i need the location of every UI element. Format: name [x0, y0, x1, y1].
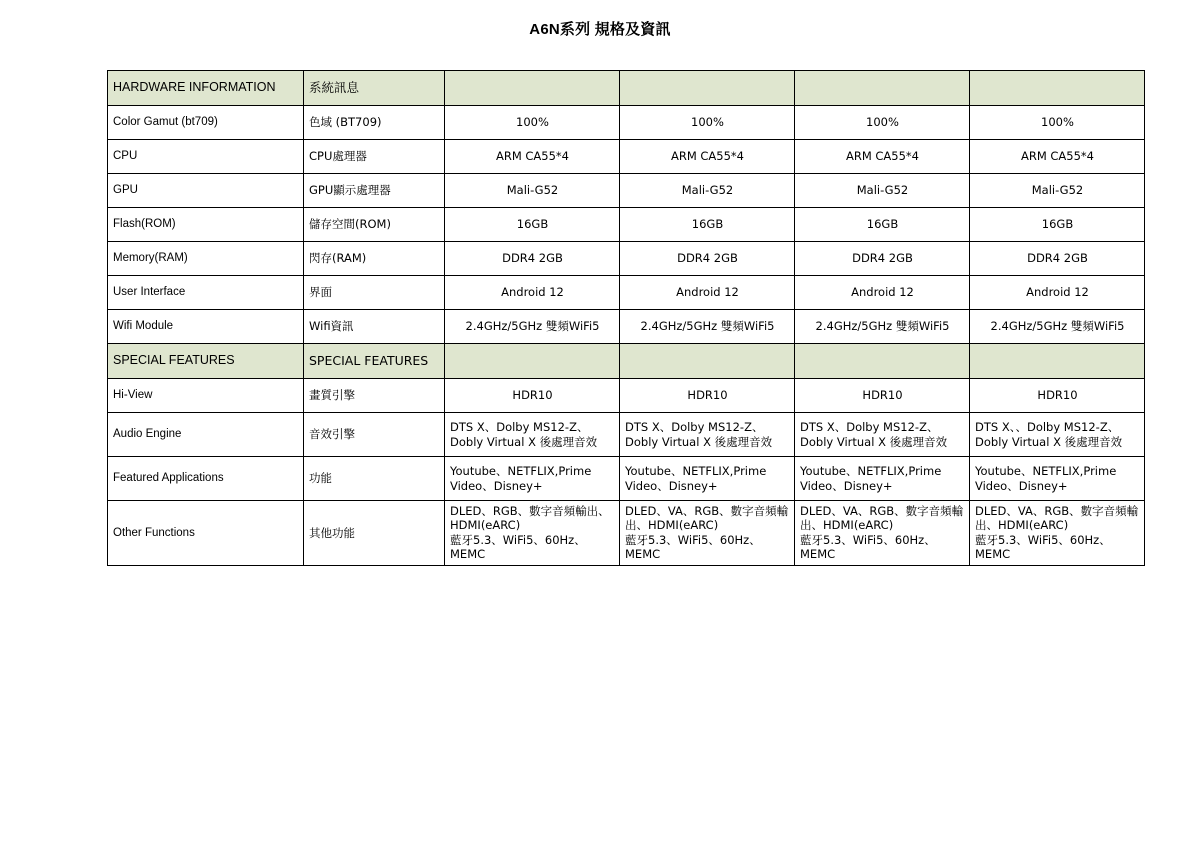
spec-value-2: ARM CA55*4: [620, 140, 795, 174]
spec-value-1: 2.4GHz/5GHz 雙頻WiFi5: [445, 310, 620, 344]
spec-value-1: Youtube、NETFLIX,Prime Video、Disney+: [445, 457, 620, 501]
section-header-zh: 系統訊息: [304, 71, 445, 106]
spec-value-2: Mali-G52: [620, 174, 795, 208]
spec-label-en: Color Gamut (bt709): [108, 106, 304, 140]
spec-label-zh: 儲存空間(ROM): [304, 208, 445, 242]
spec-value-1: 100%: [445, 106, 620, 140]
spec-label-en: Featured Applications: [108, 457, 304, 501]
spec-value-4: ARM CA55*4: [970, 140, 1145, 174]
table-row: [108, 106, 1145, 140]
spec-value-3: DDR4 2GB: [795, 242, 970, 276]
spec-value-4: DLED、VA、RGB、數字音頻輸出、HDMI(eARC) 藍牙5.3、WiFi5、60Hz、MEMC: [970, 501, 1145, 566]
spec-label-en: CPU: [108, 140, 304, 174]
spec-value-1: 16GB: [445, 208, 620, 242]
section-header-en: SPECIAL FEATURES: [108, 344, 304, 379]
spec-value-3: HDR10: [795, 379, 970, 413]
spec-value-1: Mali-G52: [445, 174, 620, 208]
spec-value-4: 16GB: [970, 208, 1145, 242]
spec-value-4: DDR4 2GB: [970, 242, 1145, 276]
spec-value-4: Youtube、NETFLIX,Prime Video、Disney+: [970, 457, 1145, 501]
spec-label-zh: 色域 (BT709): [304, 106, 445, 140]
spec-label-en: Hi-View: [108, 379, 304, 413]
section-header-value-3: [795, 71, 970, 106]
section-header-value-2: [620, 71, 795, 106]
spec-label-en: Other Functions: [108, 501, 304, 566]
spec-label-zh: CPU處理器: [304, 140, 445, 174]
spec-label-en: Memory(RAM): [108, 242, 304, 276]
spec-value-2: Android 12: [620, 276, 795, 310]
spec-value-2: 2.4GHz/5GHz 雙頻WiFi5: [620, 310, 795, 344]
section-header-value-3: [795, 344, 970, 379]
spec-value-4: 2.4GHz/5GHz 雙頻WiFi5: [970, 310, 1145, 344]
spec-label-en: GPU: [108, 174, 304, 208]
spec-label-en: Audio Engine: [108, 413, 304, 457]
spec-label-zh: 其他功能: [304, 501, 445, 566]
spec-value-3: Android 12: [795, 276, 970, 310]
spec-value-1: ARM CA55*4: [445, 140, 620, 174]
section-header-value-2: [620, 344, 795, 379]
spec-value-3: 16GB: [795, 208, 970, 242]
spec-label-zh: Wifi資訊: [304, 310, 445, 344]
section-header-row: [108, 71, 1145, 106]
table-row: [108, 310, 1145, 344]
section-header-zh: SPECIAL FEATURES: [304, 344, 445, 379]
spec-value-1: Android 12: [445, 276, 620, 310]
section-header-en: HARDWARE INFORMATION: [108, 71, 304, 106]
table-row: [108, 208, 1145, 242]
table-row: [108, 501, 1145, 566]
spec-value-1: DDR4 2GB: [445, 242, 620, 276]
spec-value-4: 100%: [970, 106, 1145, 140]
spec-table-body: [108, 71, 1145, 566]
spec-value-4: Android 12: [970, 276, 1145, 310]
section-header-value-4: [970, 71, 1145, 106]
spec-value-3: 2.4GHz/5GHz 雙頻WiFi5: [795, 310, 970, 344]
spec-value-2: 100%: [620, 106, 795, 140]
spec-value-2: 16GB: [620, 208, 795, 242]
spec-label-zh: 界面: [304, 276, 445, 310]
spec-label-zh: GPU顯示處理器: [304, 174, 445, 208]
spec-value-3: Mali-G52: [795, 174, 970, 208]
page-title: A6N系列 規格及資訊: [529, 21, 671, 38]
spec-label-en: Flash(ROM): [108, 208, 304, 242]
spec-value-2: DLED、VA、RGB、數字音頻輸出、HDMI(eARC) 藍牙5.3、WiFi5、60Hz、MEMC: [620, 501, 795, 566]
spec-value-1: DTS X、Dolby MS12-Z、Dobly Virtual X 後處理音效: [445, 413, 620, 457]
spec-value-2: DTS X、Dolby MS12-Z、Dobly Virtual X 後處理音效: [620, 413, 795, 457]
table-row: [108, 457, 1145, 501]
spec-value-3: 100%: [795, 106, 970, 140]
spec-value-4: Mali-G52: [970, 174, 1145, 208]
table-row: [108, 242, 1145, 276]
table-row: [108, 276, 1145, 310]
spec-value-1: HDR10: [445, 379, 620, 413]
spec-table-wrapper: [107, 70, 1139, 566]
section-header-row: [108, 344, 1145, 379]
section-header-value-4: [970, 344, 1145, 379]
spec-value-3: DLED、VA、RGB、數字音頻輸出、HDMI(eARC) 藍牙5.3、WiFi5、60Hz、MEMC: [795, 501, 970, 566]
table-row: [108, 174, 1145, 208]
section-header-value-1: [445, 71, 620, 106]
spec-value-4: HDR10: [970, 379, 1145, 413]
spec-label-zh: 音效引擎: [304, 413, 445, 457]
spec-label-en: User Interface: [108, 276, 304, 310]
table-row: [108, 413, 1145, 457]
spec-value-3: DTS X、Dolby MS12-Z、Dobly Virtual X 後處理音效: [795, 413, 970, 457]
spec-table: [107, 70, 1145, 566]
spec-value-2: DDR4 2GB: [620, 242, 795, 276]
spec-value-2: HDR10: [620, 379, 795, 413]
table-row: [108, 140, 1145, 174]
spec-value-3: Youtube、NETFLIX,Prime Video、Disney+: [795, 457, 970, 501]
section-header-value-1: [445, 344, 620, 379]
spec-value-3: ARM CA55*4: [795, 140, 970, 174]
table-row: [108, 379, 1145, 413]
spec-value-2: Youtube、NETFLIX,Prime Video、Disney+: [620, 457, 795, 501]
spec-label-zh: 畫質引擎: [304, 379, 445, 413]
spec-label-zh: 功能: [304, 457, 445, 501]
spec-value-1: DLED、RGB、數字音頻輸出、HDMI(eARC) 藍牙5.3、WiFi5、60Hz、MEMC: [445, 501, 620, 566]
spec-label-zh: 閃存(RAM): [304, 242, 445, 276]
spec-label-en: Wifi Module: [108, 310, 304, 344]
spec-value-4: DTS X、、Dolby MS12-Z、Dobly Virtual X 後處理音效: [970, 413, 1145, 457]
